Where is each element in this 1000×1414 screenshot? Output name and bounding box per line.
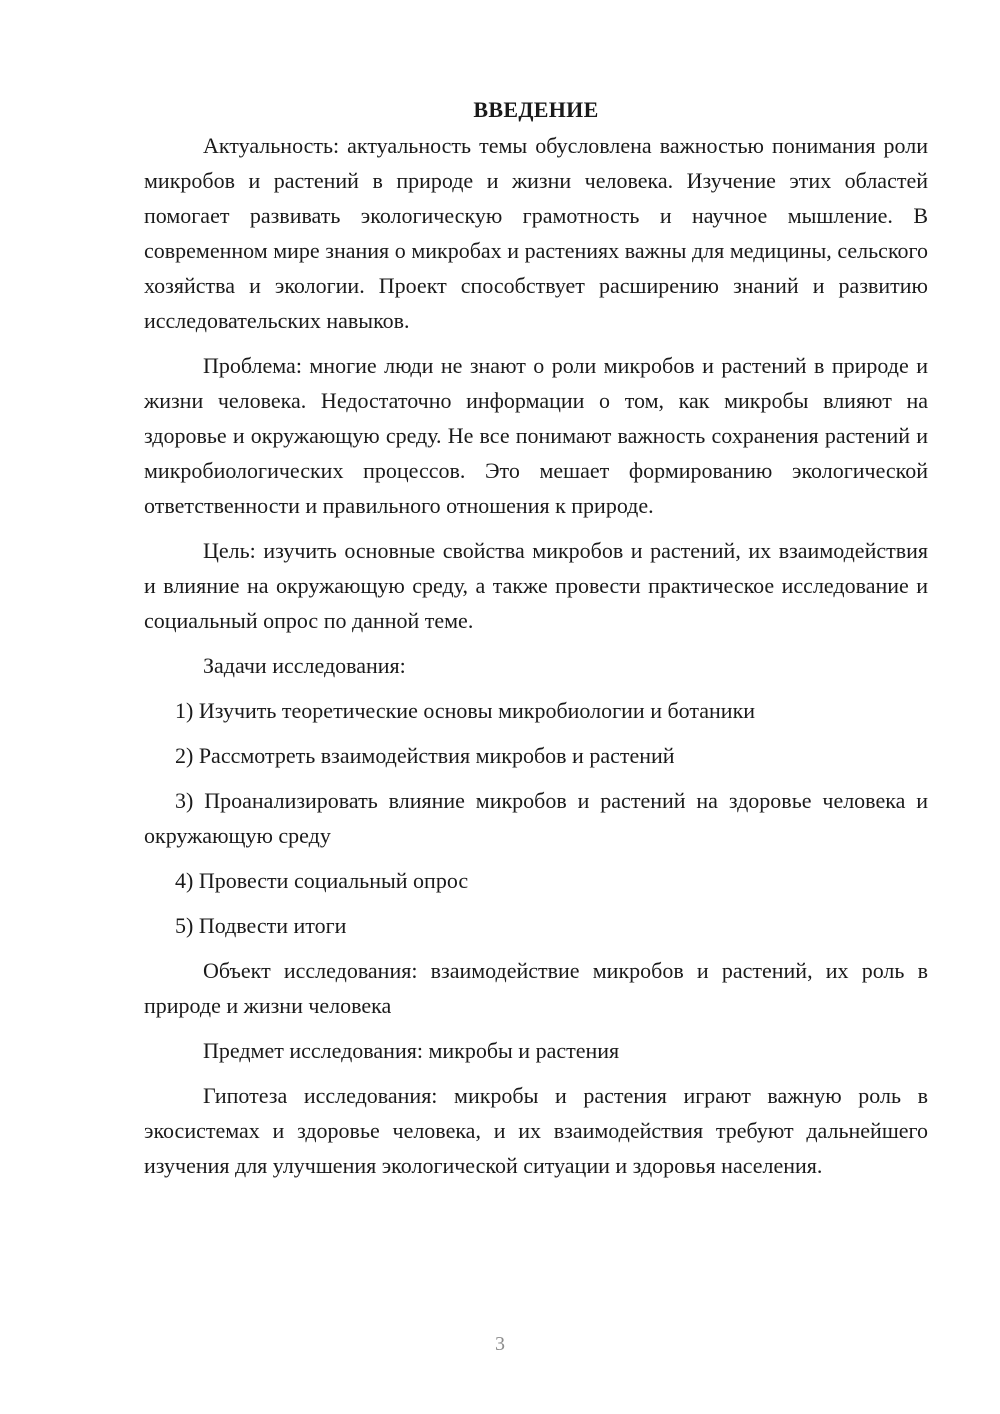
task-item-1: 1) Изучить теоретические основы микробиологии и ботаники (175, 698, 756, 723)
task-item-4: 4) Провести социальный опрос (175, 868, 469, 893)
task-item-2: 2) Рассмотреть взаимодействия микробов и растений (175, 743, 675, 768)
problem-paragraph: Проблема: многие люди не знают о роли микробов и растений в природе и жизни человека. Недостаточно информации о том, как микробы влияют на здоровье и окружающую среду. Не все понимают важность сохранения растений и микробиологических процессов. Это мешает формированию экологической ответственности и правильного отношения к природе. (144, 353, 928, 518)
document-page (144, 92, 928, 1193)
relevance-paragraph: Актуальность: актуальность темы обусловлена важностью понимания роли микробов и растений в природе и жизни человека. Изучение этих областей помогает развивать экологическую грамотность и научное мышление. В современном мире знания о микробах и растениях важны для медицины, сельского хозяйства и экологии. Проект способствует расширению знаний и развитию исследовательских навыков. (144, 133, 928, 333)
research-subject-paragraph: Предмет исследования: микробы и растения (203, 1038, 620, 1063)
tasks-heading: Задачи исследования: (203, 653, 406, 678)
hypothesis-paragraph: Гипотеза исследования: микробы и растения играют важную роль в экосистемах и здоровье человека, и их взаимодействия требуют дальнейшего изучения для улучшения экологической ситуации и здоровья населения. (144, 1083, 928, 1178)
task-item-3: 3) Проанализировать влияние микробов и растений на здоровье человека и окружающую среду (144, 788, 928, 848)
page-number: 3 (495, 1333, 505, 1355)
research-object-paragraph: Объект исследования: взаимодействие микробов и растений, их роль в природе и жизни человека (144, 958, 928, 1018)
goal-paragraph: Цель: изучить основные свойства микробов и растений, их взаимодействия и влияние на окружающую среду, а также провести практическое исследование и социальный опрос по данной теме. (144, 538, 928, 633)
page-title: ВВЕДЕНИЕ (473, 97, 599, 122)
task-item-5: 5) Подвести итоги (175, 913, 347, 938)
